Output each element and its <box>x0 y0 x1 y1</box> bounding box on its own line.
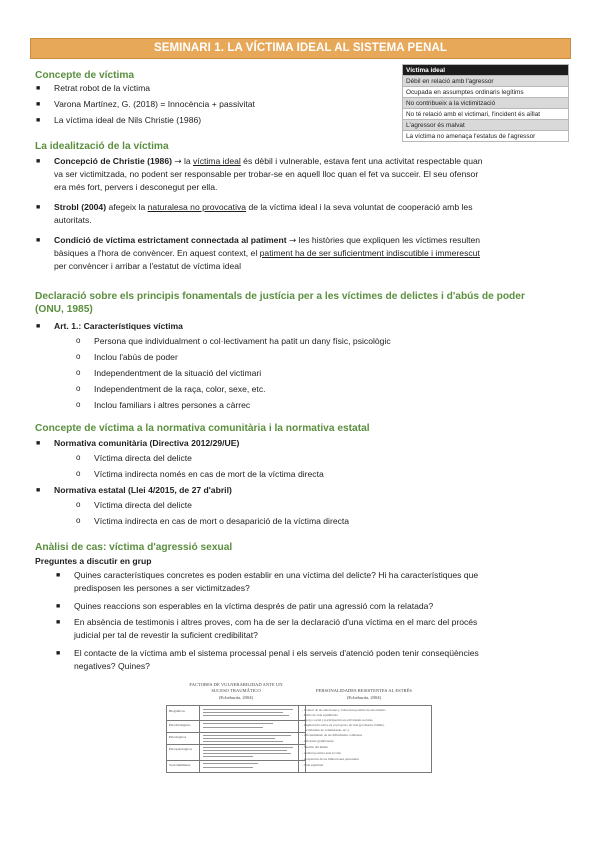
figure-list-item: - Implicación activa en el proyecto de vida (profesión, familia, <box>302 723 385 727</box>
list-item: Persona que individualment o col·lectivament ha patit un dany físic, psicològic <box>94 336 391 346</box>
question-3-cont: judicial per tal de revestir la suficient credibilitat? <box>74 630 258 640</box>
list-item: Independentment de la situació del victimari <box>94 368 262 378</box>
paragraph-patiment: Condició de víctima estrictament connectada al patiment → les històries que expliquen les víctimes resulten <box>54 235 481 246</box>
figure-table <box>166 705 306 773</box>
circle-bullet-icon: o <box>76 352 81 361</box>
bullet-icon: ■ <box>36 101 41 108</box>
paragraph-line: va ser victimitzada, no podent ser responsable per trobar-se en aquell lloc quan el fet va succeir. El seu ofensor <box>54 169 479 179</box>
figure-list-item: - Actitud positiva ante la vida <box>302 751 341 755</box>
bullet-icon: ■ <box>56 603 61 610</box>
table-row: Dèbil en relació amb l'agressor <box>403 76 569 87</box>
normativa-comunitaria: Normativa comunitària (Directiva 2012/29/UE) <box>54 438 240 448</box>
heading-onu: Declaració sobre els principis fonamentals de justícia per a les víctimes de delictes i d'abús de poder <box>35 291 525 302</box>
paragraph-line: per convèncer i arribar a l'estatut de víctima ideal <box>54 261 241 271</box>
art-label: Art. 1.: Característiques víctima <box>54 321 183 331</box>
bullet-icon: ■ <box>36 487 41 494</box>
bullet-icon: ■ <box>56 572 61 579</box>
list-item: Víctima directa del delicte <box>94 453 192 463</box>
figure-list-item: - Control de las emociones y valoración positiva de uno mismo <box>302 708 386 712</box>
figure-row-label: Psicopatológicos <box>169 747 192 751</box>
table-row: La víctima no amenaça l'estatus de l'agressor <box>403 131 569 142</box>
bullet-icon: ■ <box>36 204 41 211</box>
table-row: No contribueix a la victimització <box>403 98 569 109</box>
question-3: En absència de testimonis i altres proves, com ha de ser la declaració d'una víctima en el marc del procés <box>74 617 478 627</box>
circle-bullet-icon: o <box>76 368 81 377</box>
table-row: Ocupada en assumptes ordinaris legítims <box>403 87 569 98</box>
figure-list-item: - Apoyo social y participación en actividades sociales <box>302 718 373 722</box>
list-item: Víctima indirecta només en cas de mort de la víctima directa <box>94 469 324 479</box>
list-item: Inclou l'abús de poder <box>94 352 178 362</box>
circle-bullet-icon: o <box>76 469 81 478</box>
list-item: Varona Martínez, G. (2018) = Innocència + passivitat <box>54 99 255 109</box>
heading-idealitzacio: La idealització de la víctima <box>35 141 169 152</box>
ideal-victim-table <box>402 64 569 142</box>
list-item: Independentment de la raça, color, sexe, etc. <box>94 384 266 394</box>
heading-normativa: Concepte de víctima a la normativa comunitària i la normativa estatal <box>35 423 370 434</box>
bullet-icon: ■ <box>36 158 41 165</box>
figure-row-label: Psicobiológicos <box>169 723 191 727</box>
figure-source: (Echeburúa, 2004) <box>346 695 382 700</box>
figure-row-label: Psicológicos <box>169 735 187 739</box>
heading-analisi: Anàlisi de cas: víctima d'agressió sexual <box>35 542 233 553</box>
figure-list-item: - Aficiones gratificantes <box>302 739 334 743</box>
question-1-cont: predisposen les persones a ser victimitzades? <box>74 583 250 593</box>
subheading-preguntes: Preguntes a discutir en grup <box>35 556 152 566</box>
bullet-icon: ■ <box>36 237 41 244</box>
circle-bullet-icon: o <box>76 500 81 509</box>
question-4: El contacte de la víctima amb el sistema processal penal i els serveis d'atenció poden tenir conseqüències <box>74 648 479 658</box>
bullet-icon: ■ <box>36 117 41 124</box>
bullet-icon: ■ <box>56 650 61 657</box>
list-item: Retrat robot de la víctima <box>54 83 151 93</box>
figure-source: (Echeburúa, 2004) <box>218 695 254 700</box>
question-4-cont: negatives? Quines? <box>74 661 150 671</box>
figure-title: SUCESO TRAUMÁTICO <box>211 688 261 693</box>
bullet-icon: ■ <box>56 619 61 626</box>
circle-bullet-icon: o <box>76 336 81 345</box>
question-1: Quines característiques concretes es poden establir en una víctima del delicte? Hi ha característiques que <box>74 570 479 580</box>
heading-onu-year: (ONU, 1985) <box>35 304 93 315</box>
paragraph-line: bàsiques a l'hora de convèncer. En aquest context, el patiment ha de ser suficientment indiscutible i immerescut <box>54 248 480 258</box>
paragraph-line: era més fort, pervers i desconegut per ella. <box>54 182 218 192</box>
paragraph-strobl: Strobl (2004) afegeix la naturalesa no provocativa de la víctima ideal i la seva voluntat de cooperació amb les <box>54 202 473 212</box>
figure-list-item: - Sentido del humor <box>302 745 329 749</box>
figure-list-item: - Afrontamiento de las dificultades cotidianas <box>302 733 362 737</box>
bullet-icon: ■ <box>36 440 41 447</box>
figure-row-label: Biográficos <box>169 709 185 713</box>
question-2: Quines reaccions son esperables en la víctima després de patir una agressió com la relatada? <box>74 601 434 611</box>
list-item: Inclou familiars i altres persones a càrrec <box>94 400 251 410</box>
paragraph-christie: Concepció de Christie (1986) → la víctima ideal és dèbil i vulnerable, estava fent una activitat respectable quan <box>54 156 483 167</box>
normativa-estatal: Normativa estatal (Llei 4/2015, de 27 d'abril) <box>54 485 232 495</box>
bullet-icon: ■ <box>36 323 41 330</box>
figure-title: FACTORES DE VULNERABILIDAD ANTE UN <box>189 682 283 687</box>
circle-bullet-icon: o <box>76 400 81 409</box>
list-item: La víctima ideal de Nils Christie (1986) <box>54 115 202 125</box>
circle-bullet-icon: o <box>76 384 81 393</box>
circle-bullet-icon: o <box>76 453 81 462</box>
figure-row-label: Sociofamiliares <box>169 763 191 767</box>
circle-bullet-icon: o <box>76 516 81 525</box>
figure-list-item: - Vida espiritual <box>302 763 324 767</box>
bullet-icon: ■ <box>36 85 41 92</box>
figure-list-item: - Aceptación de las limitaciones personales <box>302 757 359 761</box>
table-row: L'agressor és malvat <box>403 120 569 131</box>
table-header: Víctima ideal <box>403 65 569 76</box>
heading-concepte: Concepte de víctima <box>35 70 135 81</box>
list-item: Víctima indirecta en cas de mort o desaparició de la víctima directa <box>94 516 350 526</box>
list-item: Víctima directa del delicte <box>94 500 192 510</box>
figure-list-box <box>298 705 432 773</box>
page-title: SEMINARI 1. LA VÍCTIMA IDEAL AL SISTEMA PENAL <box>30 38 571 59</box>
figure-title: PERSONALIDADES RESISTENTES AL ESTRÉS <box>316 688 412 693</box>
figure-resilient-personalities <box>296 680 432 773</box>
figure-vulnerability-factors <box>164 680 308 773</box>
figure-list-item: - Estilo de vida equilibrado <box>302 713 338 717</box>
figure-list-item: actividades de voluntariado, etc.) <box>305 728 349 732</box>
paragraph-line: autoritats. <box>54 215 92 225</box>
table-row: No té relació amb el victimari, l'incident és aïllat <box>403 109 569 120</box>
